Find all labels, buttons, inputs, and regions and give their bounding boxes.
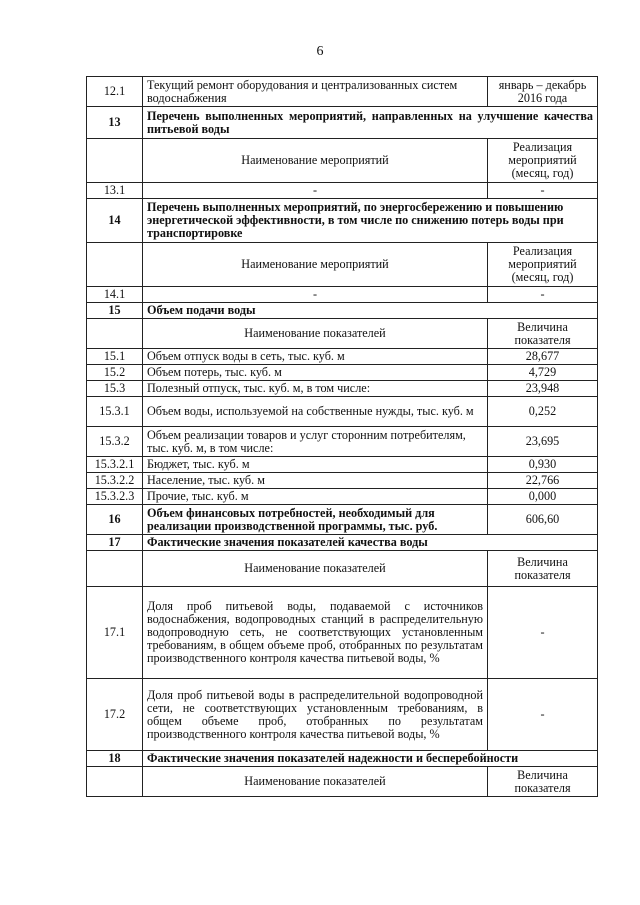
row-text: Доля проб питьевой воды, подаваемой с источников водоснабжения, водопроводных станций в распределительную водопроводную сеть, не соответствующих установленным требованиям, в общем объеме проб, отобранных по результатам производственного контроля качества питьевой воды, % xyxy=(143,587,488,679)
empty-cell xyxy=(87,767,143,797)
column-header-name: Наименование показателей xyxy=(143,767,488,797)
row-value: 0,930 xyxy=(488,457,598,473)
row-number: 15.1 xyxy=(87,349,143,365)
row-text: - xyxy=(143,183,488,199)
row-text: Полезный отпуск, тыс. куб. м, в том числе: xyxy=(143,381,488,397)
header-row xyxy=(87,767,598,797)
column-header-value: Величина показателя xyxy=(488,551,598,587)
row-value: 23,948 xyxy=(488,381,598,397)
row-text: - xyxy=(143,287,488,303)
section-row xyxy=(87,535,598,551)
column-header-name: Наименование показателей xyxy=(143,551,488,587)
column-header-value: Величина показателя xyxy=(488,319,598,349)
table-row xyxy=(87,489,598,505)
table-row xyxy=(87,77,598,107)
table-row xyxy=(87,587,598,679)
section-number: 14 xyxy=(87,199,143,243)
row-number: 15.3 xyxy=(87,381,143,397)
row-text: Объем реализации товаров и услуг сторонним потребителям, тыс. куб. м, в том числе: xyxy=(143,427,488,457)
section-row xyxy=(87,107,598,139)
column-header-value: Реализация мероприятий (месяц, год) xyxy=(488,243,598,287)
table-row xyxy=(87,381,598,397)
row-value: - xyxy=(488,587,598,679)
table-row xyxy=(87,473,598,489)
row-text: Бюджет, тыс. куб. м xyxy=(143,457,488,473)
column-header-name: Наименование показателей xyxy=(143,319,488,349)
column-header-value: Реализация мероприятий (месяц, год) xyxy=(488,139,598,183)
row-value: - xyxy=(488,287,598,303)
section-row xyxy=(87,199,598,243)
row-number: 15.3.2 xyxy=(87,427,143,457)
section-number: 15 xyxy=(87,303,143,319)
section-title: Перечень выполненных мероприятий, по энергосбережению и повышению энергетической эффективности, в том числе по снижению потерь воды при транспортировке xyxy=(143,199,598,243)
section-title: Фактические значения показателей качества воды xyxy=(143,535,598,551)
table-row xyxy=(87,349,598,365)
row-text: Объем потерь, тыс. куб. м xyxy=(143,365,488,381)
row-text: Доля проб питьевой воды в распределительной водопроводной сети, не соответствующих установленным требованиям, в общем объеме проб, отобранных по результатам производственного контроля качества питьевой воды, % xyxy=(143,679,488,751)
column-header-name: Наименование мероприятий xyxy=(143,139,488,183)
row-number: 17.1 xyxy=(87,587,143,679)
row-value: 4,729 xyxy=(488,365,598,381)
header-row xyxy=(87,319,598,349)
section-number: 17 xyxy=(87,535,143,551)
empty-cell xyxy=(87,319,143,349)
row-text: Объем отпуск воды в сеть, тыс. куб. м xyxy=(143,349,488,365)
section-number: 16 xyxy=(87,505,143,535)
section-title: Перечень выполненных мероприятий, направленных на улучшение качества питьевой воды xyxy=(143,107,598,139)
row-text: Объем воды, используемой на собственные нужды, тыс. куб. м xyxy=(143,397,488,427)
table-row xyxy=(87,183,598,199)
table-row xyxy=(87,427,598,457)
program-table xyxy=(86,76,598,797)
header-row xyxy=(87,243,598,287)
section-title: Объем подачи воды xyxy=(143,303,598,319)
row-text: Текущий ремонт оборудования и централизованных систем водоснабжения xyxy=(143,77,488,107)
section-row xyxy=(87,303,598,319)
section-number: 18 xyxy=(87,751,143,767)
row-number: 17.2 xyxy=(87,679,143,751)
section-title: Фактические значения показателей надежности и бесперебойности xyxy=(143,751,598,767)
row-number: 15.3.2.3 xyxy=(87,489,143,505)
row-number: 12.1 xyxy=(87,77,143,107)
section-row xyxy=(87,505,598,535)
section-row xyxy=(87,751,598,767)
row-value: 22,766 xyxy=(488,473,598,489)
row-number: 15.3.2.2 xyxy=(87,473,143,489)
column-header-name: Наименование мероприятий xyxy=(143,243,488,287)
page-number: 6 xyxy=(316,44,324,59)
row-value: 28,677 xyxy=(488,349,598,365)
row-number: 15.3.2.1 xyxy=(87,457,143,473)
row-value: январь – декабрь 2016 года xyxy=(488,77,598,107)
row-value: 606,60 xyxy=(488,505,598,535)
section-title: Объем финансовых потребностей, необходимый для реализации производственной программы, тыс. руб. xyxy=(143,505,488,535)
table-row xyxy=(87,679,598,751)
row-value: 0,000 xyxy=(488,489,598,505)
row-value: 23,695 xyxy=(488,427,598,457)
empty-cell xyxy=(87,243,143,287)
header-row xyxy=(87,551,598,587)
row-value: - xyxy=(488,679,598,751)
table-row xyxy=(87,365,598,381)
row-number: 15.3.1 xyxy=(87,397,143,427)
row-number: 15.2 xyxy=(87,365,143,381)
row-value: - xyxy=(488,183,598,199)
table-row xyxy=(87,397,598,427)
table-row xyxy=(87,457,598,473)
row-number: 13.1 xyxy=(87,183,143,199)
table-row xyxy=(87,287,598,303)
section-number: 13 xyxy=(87,107,143,139)
row-text: Население, тыс. куб. м xyxy=(143,473,488,489)
row-value: 0,252 xyxy=(488,397,598,427)
empty-cell xyxy=(87,551,143,587)
empty-cell xyxy=(87,139,143,183)
column-header-value: Величина показателя xyxy=(488,767,598,797)
row-number: 14.1 xyxy=(87,287,143,303)
header-row xyxy=(87,139,598,183)
row-text: Прочие, тыс. куб. м xyxy=(143,489,488,505)
